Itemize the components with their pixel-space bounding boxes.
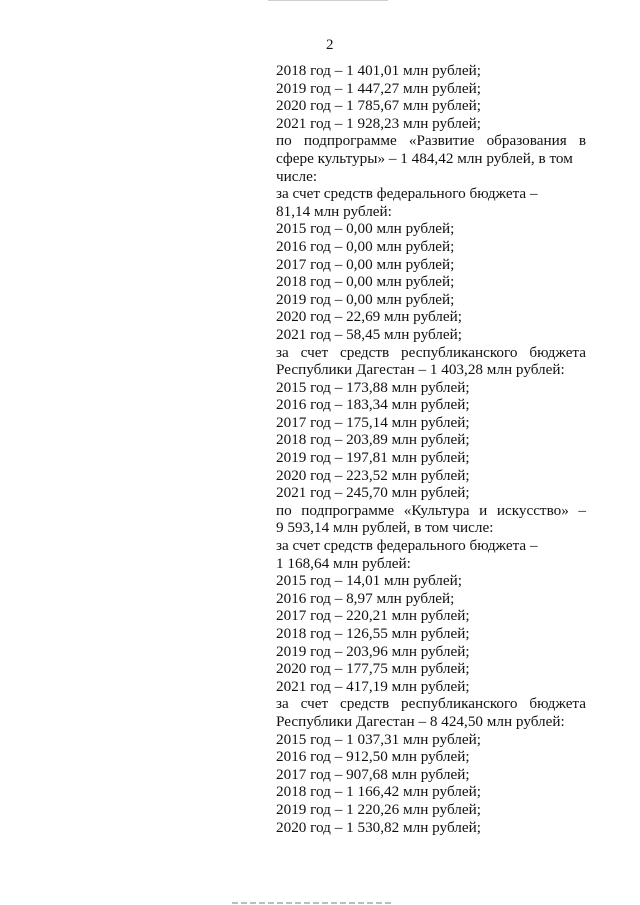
text-line: 2021 год – 417,19 млн рублей; <box>276 677 470 695</box>
text-line: 2016 год – 0,00 млн рублей; <box>276 237 455 255</box>
text-line: по подпрограмме «Культура и искусство» – <box>276 501 586 519</box>
text-line: 2020 год – 1 785,67 млн рублей; <box>276 97 481 115</box>
text-line: 2015 год – 1 037,31 млн рублей; <box>276 730 481 748</box>
text-line: 2019 год – 197,81 млн рублей; <box>276 449 470 467</box>
text-line: 2018 год – 1 166,42 млн рублей; <box>276 783 481 801</box>
text-line: 2016 год – 912,50 млн рублей; <box>276 748 470 766</box>
text-line: 2016 год – 8,97 млн рублей; <box>276 589 455 607</box>
text-line: за счет средств федерального бюджета – <box>276 537 538 555</box>
text-line: 2016 год – 183,34 млн рублей; <box>276 396 470 414</box>
text-line: за счет средств республиканского бюджета <box>276 695 586 713</box>
text-line: Республики Дагестан – 1 403,28 млн рублей: <box>276 361 565 379</box>
text-line: 2021 год – 245,70 млн рублей; <box>276 484 470 502</box>
text-line: сфере культуры» – 1 484,42 млн рублей, в том <box>276 149 573 167</box>
text-line: 2015 год – 0,00 млн рублей; <box>276 220 455 238</box>
text-line: 2018 год – 126,55 млн рублей; <box>276 625 470 642</box>
scan-artifact-top <box>268 0 388 1</box>
text-line: 2020 год – 177,75 млн рублей; <box>276 660 470 678</box>
text-line: 2015 год – 14,01 млн рублей; <box>276 572 462 590</box>
text-line: 2020 год – 22,69 млн рублей; <box>276 308 462 326</box>
text-line: 2019 год – 203,96 млн рублей; <box>276 642 470 660</box>
text-line: за счет средств республиканского бюджета <box>276 343 586 361</box>
text-line: 2020 год – 1 530,82 млн рублей; <box>276 818 481 836</box>
text-line: 2017 год – 907,68 млн рублей; <box>276 765 470 783</box>
text-line: 2019 год – 0,00 млн рублей; <box>276 290 455 308</box>
page-number: 2 <box>326 37 334 53</box>
text-line: 2019 год – 1 447,27 млн рублей; <box>276 79 481 97</box>
text-line: 2017 год – 175,14 млн рублей; <box>276 413 470 431</box>
text-line: по подпрограмме «Развитие образования в <box>276 132 586 150</box>
text-line: 2018 год – 1 401,01 млн рублей; <box>276 62 481 79</box>
text-line: за счет средств федерального бюджета – <box>276 185 538 203</box>
text-line: Республики Дагестан – 8 424,50 млн рублей: <box>276 712 565 730</box>
text-line: 2021 год – 1 928,23 млн рублей; <box>276 114 481 132</box>
text-line: 2015 год – 173,88 млн рублей; <box>276 378 470 396</box>
text-line: 2021 год – 58,45 млн рублей; <box>276 325 462 343</box>
text-line: числе: <box>276 167 318 185</box>
text-line: 2018 год – 203,89 млн рублей; <box>276 431 470 449</box>
text-line: 2018 год – 0,00 млн рублей; <box>276 273 455 291</box>
text-line: 81,14 млн рублей: <box>276 202 392 220</box>
text-line: 2017 год – 220,21 млн рублей; <box>276 607 470 625</box>
text-line: 2017 год – 0,00 млн рублей; <box>276 255 455 273</box>
text-line: 9 593,14 млн рублей, в том числе: <box>276 519 494 537</box>
budget-text-block <box>276 62 586 836</box>
text-line: 2020 год – 223,52 млн рублей; <box>276 466 470 484</box>
scan-artifact-bottom <box>232 902 392 904</box>
text-line: 1 168,64 млн рублей: <box>276 554 411 572</box>
text-line: 2019 год – 1 220,26 млн рублей; <box>276 800 481 818</box>
